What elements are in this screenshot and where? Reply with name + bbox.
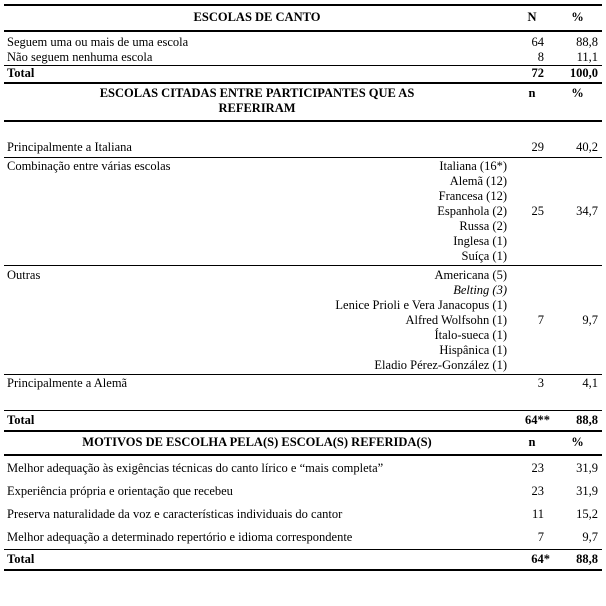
list-item: Alfred Wolfsohn (1) [405, 313, 507, 327]
section3-total-row [4, 550, 602, 571]
row-n: 8 [537, 50, 544, 64]
list-item: Americana (5) [434, 268, 507, 282]
section2-header [4, 83, 602, 121]
section1-n-header: N [510, 5, 554, 31]
section2-title-line1: ESCOLAS CITADAS ENTRE PARTICIPANTES QUE AS [99, 86, 415, 100]
section2-title-line2: REFERIRAM [218, 101, 296, 115]
section2-title [4, 83, 510, 121]
row-n: 23 [531, 461, 544, 475]
row-label: Principalmente a Alemã [7, 376, 128, 390]
row-pct: 11,1 [576, 50, 598, 64]
row-pct: 4,1 [582, 376, 598, 390]
combination-cell [4, 158, 510, 266]
total-n: 72 [510, 66, 554, 84]
total-n: 64** [510, 411, 554, 432]
row-label: Melhor adequação a determinado repertório e idioma correspondente [7, 530, 353, 544]
table-container [4, 4, 602, 571]
list-item: Suíça (1) [461, 249, 507, 263]
row-n: 7 [510, 266, 554, 375]
list-item: Russa (2) [459, 219, 507, 233]
row-pct: 31,9 [576, 461, 598, 475]
combination-items [437, 159, 507, 264]
section2-n-header: n [510, 83, 554, 121]
row-label: Não seguem nenhuma escola [7, 50, 153, 64]
list-item: Espanhola (2) [437, 204, 507, 218]
section1-total-row [4, 66, 602, 84]
row-pct: 31,9 [576, 484, 598, 498]
table-row [4, 503, 602, 526]
row-n: 23 [531, 484, 544, 498]
table-row [4, 455, 602, 480]
row-n: 29 [531, 140, 544, 154]
section3-header [4, 431, 602, 455]
list-item: Francesa (12) [438, 189, 507, 203]
others-label: Outras [7, 268, 41, 282]
total-pct: 88,8 [554, 411, 602, 432]
list-item: Italiana (16*) [439, 159, 507, 173]
list-item: Inglesa (1) [453, 234, 507, 248]
total-pct: 88,8 [554, 550, 602, 571]
section3-n-header: n [510, 431, 554, 455]
row-pct: 9,7 [554, 266, 602, 375]
row-label: Melhor adequação às exigências técnicas do canto lírico e “mais completa” [7, 461, 384, 475]
row-label: Experiência própria e orientação que recebeu [7, 484, 233, 498]
others-cell [4, 266, 510, 375]
total-n: 64* [510, 550, 554, 571]
row-pct: 40,2 [576, 140, 598, 154]
list-item: Belting (3) [453, 283, 507, 297]
table-row [4, 50, 602, 66]
section3-title: MOTIVOS DE ESCOLHA PELA(S) ESCOLA(S) REFERIDA(S) [4, 431, 510, 455]
list-item: Lenice Prioli e Vera Janacopus (1) [335, 298, 507, 312]
section1-header [4, 5, 602, 31]
section3-pct-header: % [554, 431, 602, 455]
row-n: 3 [537, 376, 544, 390]
total-label: Total [4, 66, 510, 84]
section2-pct-header: % [554, 83, 602, 121]
table-row [4, 375, 602, 411]
row-label: Principalmente a Italiana [7, 140, 132, 154]
singing-schools-table [4, 4, 602, 571]
table-row [4, 31, 602, 50]
table-row [4, 480, 602, 503]
row-n: 25 [510, 158, 554, 266]
list-item: Eladio Pérez-González (1) [374, 358, 507, 372]
table-row [4, 121, 602, 158]
others-row [4, 266, 602, 375]
total-label: Total [4, 550, 510, 571]
total-label: Total [4, 411, 510, 432]
combination-label: Combinação entre várias escolas [7, 159, 171, 173]
row-pct: 9,7 [582, 530, 598, 544]
row-pct: 34,7 [554, 158, 602, 266]
list-item: Alemã (12) [449, 174, 507, 188]
section2-total-row [4, 411, 602, 432]
row-label: Preserva naturalidade da voz e características individuais do cantor [7, 507, 343, 521]
row-label: Seguem uma ou mais de uma escola [7, 35, 189, 49]
section1-pct-header: % [554, 5, 602, 31]
list-item: Ítalo-sueca (1) [434, 328, 507, 342]
total-pct: 100,0 [554, 66, 602, 84]
row-n: 64 [531, 35, 544, 49]
row-pct: 15,2 [576, 507, 598, 521]
section1-title: ESCOLAS DE CANTO [4, 5, 510, 31]
row-n: 11 [531, 507, 544, 521]
row-pct: 88,8 [576, 35, 598, 49]
row-n: 7 [537, 530, 544, 544]
combination-row [4, 158, 602, 266]
others-items [335, 268, 507, 373]
table-row [4, 526, 602, 550]
list-item: Hispânica (1) [439, 343, 507, 357]
